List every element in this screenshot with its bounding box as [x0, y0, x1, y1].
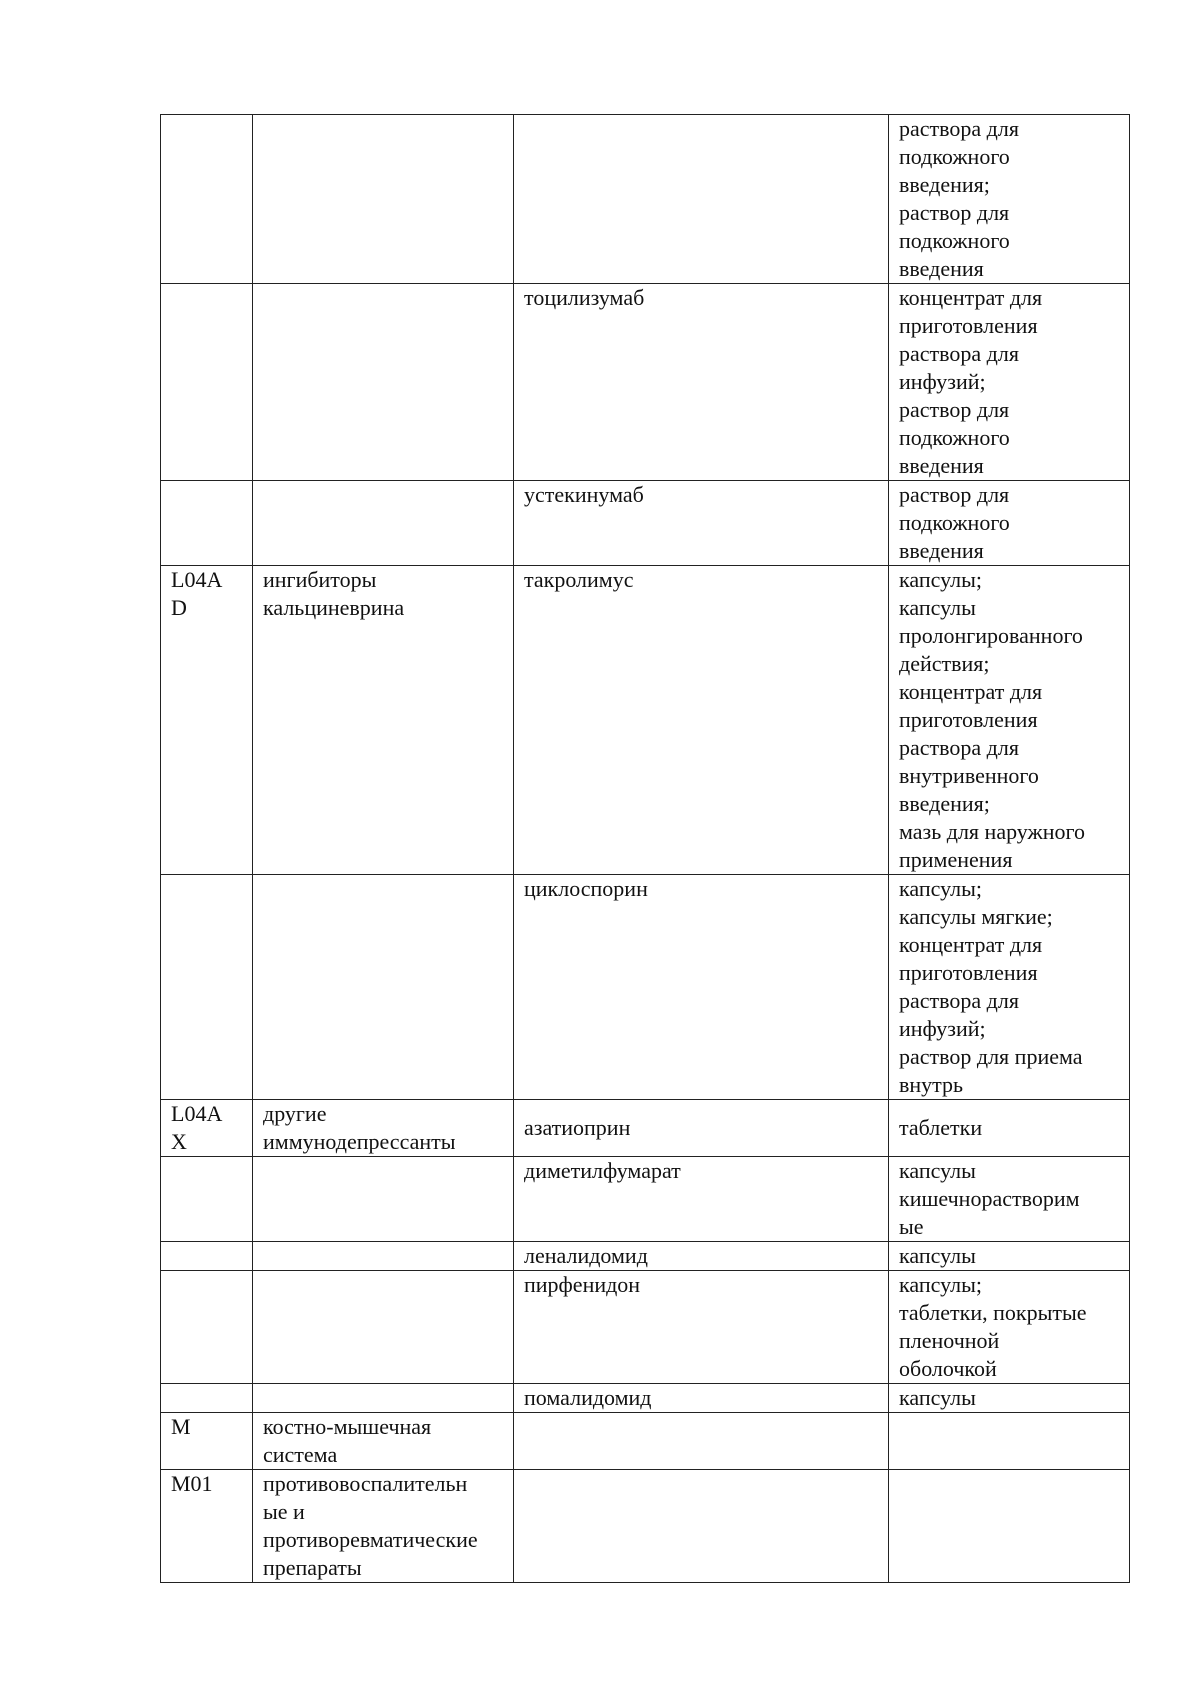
- atc-code-cell: [161, 875, 253, 1100]
- group-cell: [253, 115, 514, 284]
- atc-code-cell: L04A X: [161, 1100, 253, 1157]
- table-row: [161, 284, 1130, 481]
- drug-name-cell: циклоспорин: [514, 875, 889, 1100]
- dosage-forms-cell: таблетки: [889, 1100, 1130, 1157]
- atc-code-cell: [161, 481, 253, 566]
- group-cell: [253, 1157, 514, 1242]
- dosage-forms-cell: капсулы кишечнорастворим ые: [889, 1157, 1130, 1242]
- group-cell: противовоспалительн ые и противоревматические препараты: [253, 1470, 514, 1583]
- atc-code-cell: M: [161, 1413, 253, 1470]
- atc-code-cell: [161, 115, 253, 284]
- drug-name-cell: пирфенидон: [514, 1271, 889, 1384]
- group-cell: [253, 1384, 514, 1413]
- table-row: [161, 1413, 1130, 1470]
- table-row: [161, 1384, 1130, 1413]
- drug-name-cell: такролимус: [514, 566, 889, 875]
- group-cell: ингибиторы кальциневрина: [253, 566, 514, 875]
- atc-code-cell: [161, 1271, 253, 1384]
- drug-name-cell: азатиоприн: [514, 1100, 889, 1157]
- group-cell: [253, 1242, 514, 1271]
- group-cell: костно-мышечная система: [253, 1413, 514, 1470]
- dosage-forms-cell: [889, 1413, 1130, 1470]
- drug-name-cell: устекинумаб: [514, 481, 889, 566]
- dosage-forms-cell: раствора для подкожного введения; раствор для подкожного введения: [889, 115, 1130, 284]
- atc-code-cell: L04A D: [161, 566, 253, 875]
- table-row: [161, 1242, 1130, 1271]
- table-row: [161, 1470, 1130, 1583]
- dosage-forms-cell: капсулы: [889, 1384, 1130, 1413]
- group-cell: [253, 875, 514, 1100]
- table-row: [161, 481, 1130, 566]
- drug-name-cell: [514, 1413, 889, 1470]
- drug-name-cell: [514, 115, 889, 284]
- dosage-forms-cell: капсулы; капсулы пролонгированного действия; концентрат для приготовления раствора для внутривенного введения; мазь для наружного применения: [889, 566, 1130, 875]
- dosage-forms-cell: капсулы; таблетки, покрытые пленочной оболочкой: [889, 1271, 1130, 1384]
- table-row: [161, 1271, 1130, 1384]
- group-cell: другие иммунодепрессанты: [253, 1100, 514, 1157]
- dosage-forms-cell: капсулы; капсулы мягкие; концентрат для приготовления раствора для инфузий; раствор для приема внутрь: [889, 875, 1130, 1100]
- drug-name-cell: леналидомид: [514, 1242, 889, 1271]
- drug-name-cell: тоцилизумаб: [514, 284, 889, 481]
- drug-name-cell: помалидомид: [514, 1384, 889, 1413]
- group-cell: [253, 284, 514, 481]
- group-cell: [253, 481, 514, 566]
- dosage-forms-cell: капсулы: [889, 1242, 1130, 1271]
- atc-code-cell: [161, 1157, 253, 1242]
- table-row: [161, 115, 1130, 284]
- group-cell: [253, 1271, 514, 1384]
- drug-name-cell: диметилфумарат: [514, 1157, 889, 1242]
- dosage-forms-cell: концентрат для приготовления раствора для инфузий; раствор для подкожного введения: [889, 284, 1130, 481]
- dosage-forms-cell: раствор для подкожного введения: [889, 481, 1130, 566]
- atc-code-cell: [161, 284, 253, 481]
- drug-name-cell: [514, 1470, 889, 1583]
- table-row: [161, 875, 1130, 1100]
- dosage-forms-cell: [889, 1470, 1130, 1583]
- table-row: [161, 1100, 1130, 1157]
- atc-code-cell: [161, 1384, 253, 1413]
- table-row: [161, 1157, 1130, 1242]
- atc-code-cell: M01: [161, 1470, 253, 1583]
- medication-table: [160, 114, 1130, 1583]
- table-row: [161, 566, 1130, 875]
- atc-code-cell: [161, 1242, 253, 1271]
